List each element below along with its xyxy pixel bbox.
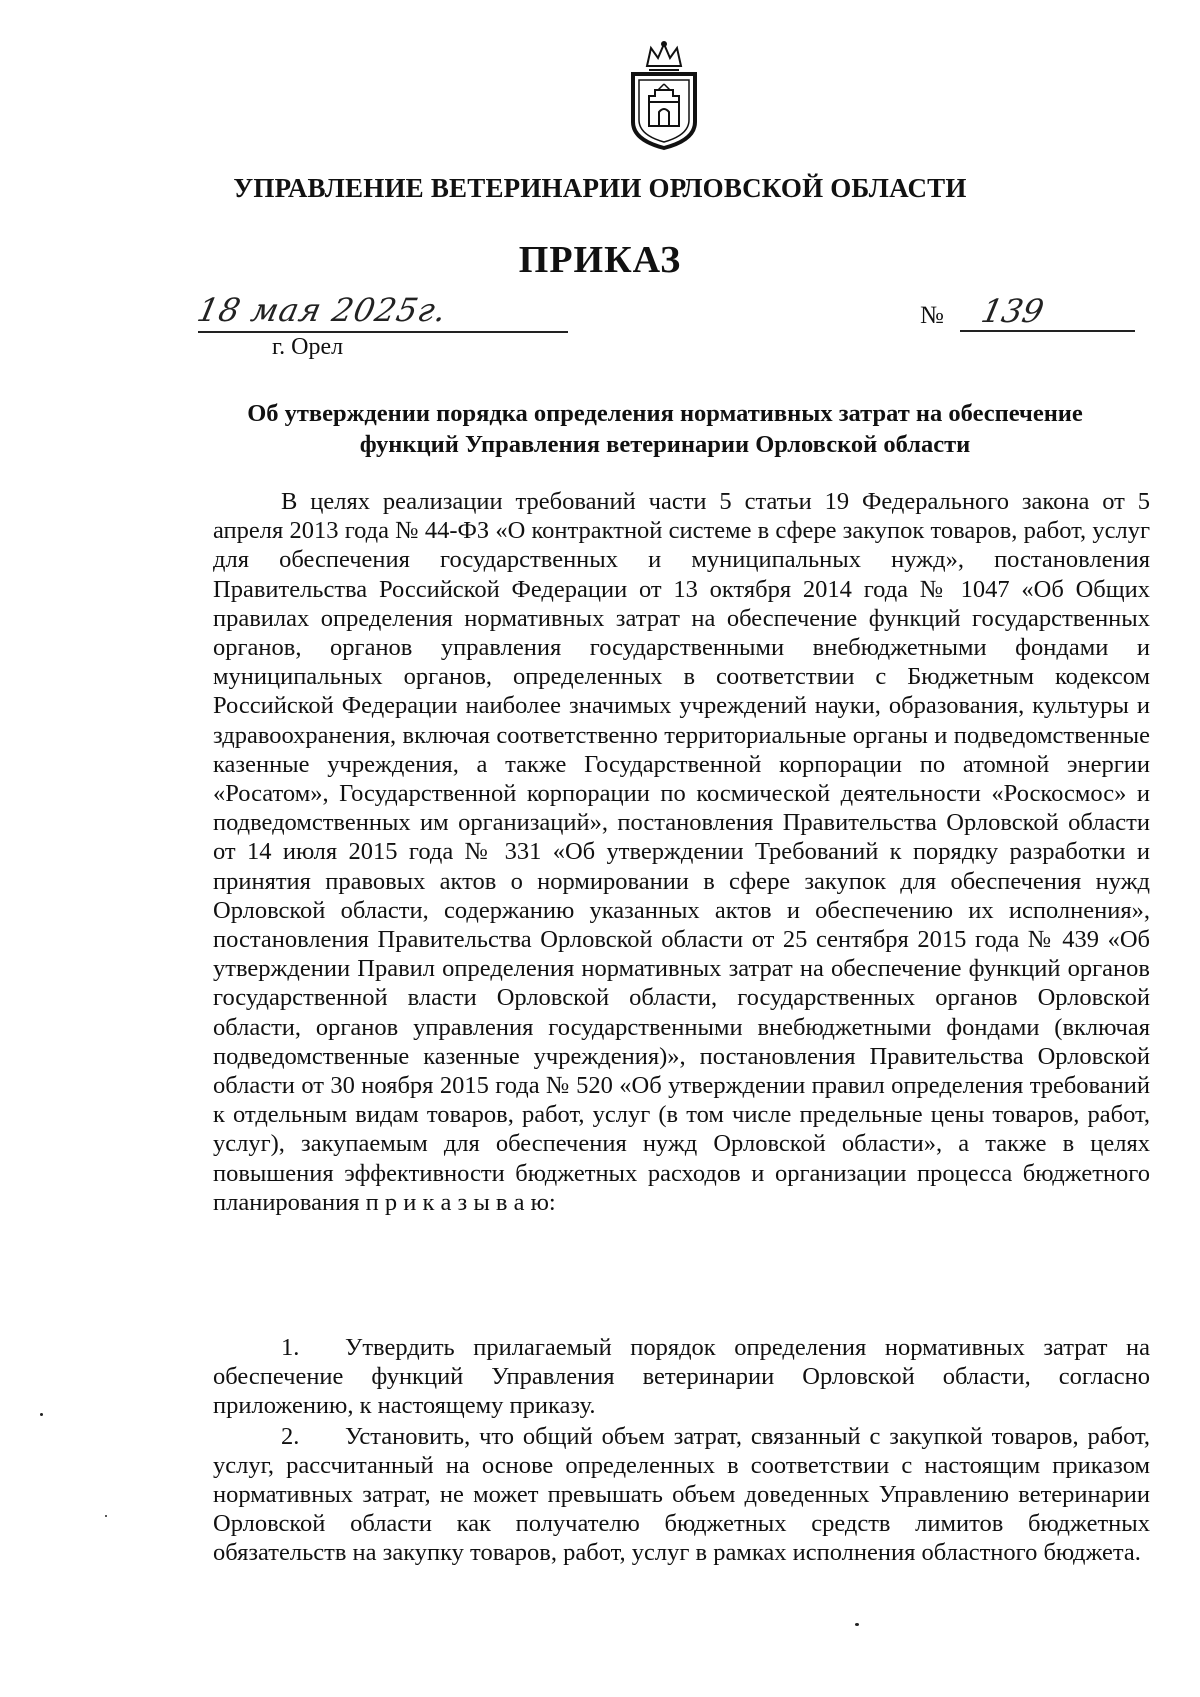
scan-speck [855, 1623, 859, 1626]
number-field [920, 292, 1135, 332]
preamble-paragraph: В целях реализации требований части 5 статьи 19 Федерального закона от 5 апреля 2013 года № 44-ФЗ «О контрактной системе в сфере закупок товаров, работ, услуг для обеспечения государственных и муниципальных нужд», постановления Правительства Российской Федерации от 13 октября 2014 года № 1047 «Об Общих правилах определения нормативных затрат на обеспечение функций государственных органов, органов управления государственными внебюджетными фондами и муниципальных органов, определенных в соответствии с Бюджетным кодексом Российской Федерации наиболее значимых учреждений науки, образования, культуры и здравоохранения, включая соответственно территориальные органы и подведомственные казенные учреждения, а также Государственной корпорации по атомной энергии «Росатом», Государственной корпорации по космической деятельности «Роскосмос» и подведомственных им организаций», постановления Правительства Орловской области от 14 июля 2015 года № 331 «Об утверждении Требований к порядку разработки и принятия правовых актов о нормировании в сфере закупок для обеспечения нужд Орловской области, содержанию указанных актов и обеспечению их исполнения», постановления Правительства Орловской области от 25 сентября 2015 года № 439 «Об утверждении Правил определения нормативных затрат на обеспечение функций органов государственной власти Орловской области, государственных органов Орловской области, органов управления государственными внебюджетными фондами (включая подведомственные казенные учреждения)», постановления Правительства Орловской области от 30 ноября 2015 года № 520 «Об утверждении правил определения требований к отдельным видам товаров, работ, услуг (в том числе предельные цены товаров, работ, услуг), закупаемым для обеспечения нужд Орловской области», а также в целях повышения эффективности бюджетных расходов и организации процесса бюджетного планирования п р и к а з ы в а ю: [213, 488, 1150, 1216]
title-line-2: функций Управления ветеринарии Орловской области [359, 431, 971, 458]
item-number: 2. [281, 1422, 300, 1450]
scan-speck [40, 1413, 43, 1416]
scan-speck [105, 1515, 107, 1517]
city: г. Орел [272, 334, 344, 360]
number-underline [960, 330, 1135, 332]
order-item-2 [213, 1422, 1150, 1568]
date-field [193, 291, 568, 333]
order-item-1 [213, 1333, 1150, 1421]
handwritten-number: 139 [977, 292, 1048, 330]
item-text: Утвердить прилагаемый порядок определения нормативных затрат на обеспечение функций Управления ветеринарии Орловской области, согласно приложению, к настоящему приказу. [213, 1334, 1150, 1420]
number-sign: № [920, 302, 944, 329]
coat-of-arms-icon [625, 40, 703, 152]
document-title [210, 398, 1120, 460]
preamble [213, 487, 1150, 1217]
order-items [213, 1333, 1150, 1569]
date-underline [198, 331, 568, 333]
organization-name: УПРАВЛЕНИЕ ВЕТЕРИНАРИИ ОРЛОВСКОЙ ОБЛАСТИ [233, 173, 967, 203]
document-type: ПРИКАЗ [518, 239, 682, 281]
title-line-1: Об утверждении порядка определения нормативных затрат на обеспечение [247, 400, 1083, 427]
item-text: Установить, что общий объем затрат, связанный с закупкой товаров, работ, услуг, рассчитанный на основе определенных в соответствии с настоящим приказом нормативных затрат, не может превышать объем доведенных Управлению ветеринарии Орловской области как получателю бюджетных средств лимитов бюджетных обязательств на закупку товаров, работ, услуг в рамках исполнения областного бюджета. [213, 1422, 1150, 1567]
handwritten-date: 18 мая 2025г. [193, 291, 451, 329]
item-number: 1. [281, 1334, 300, 1361]
